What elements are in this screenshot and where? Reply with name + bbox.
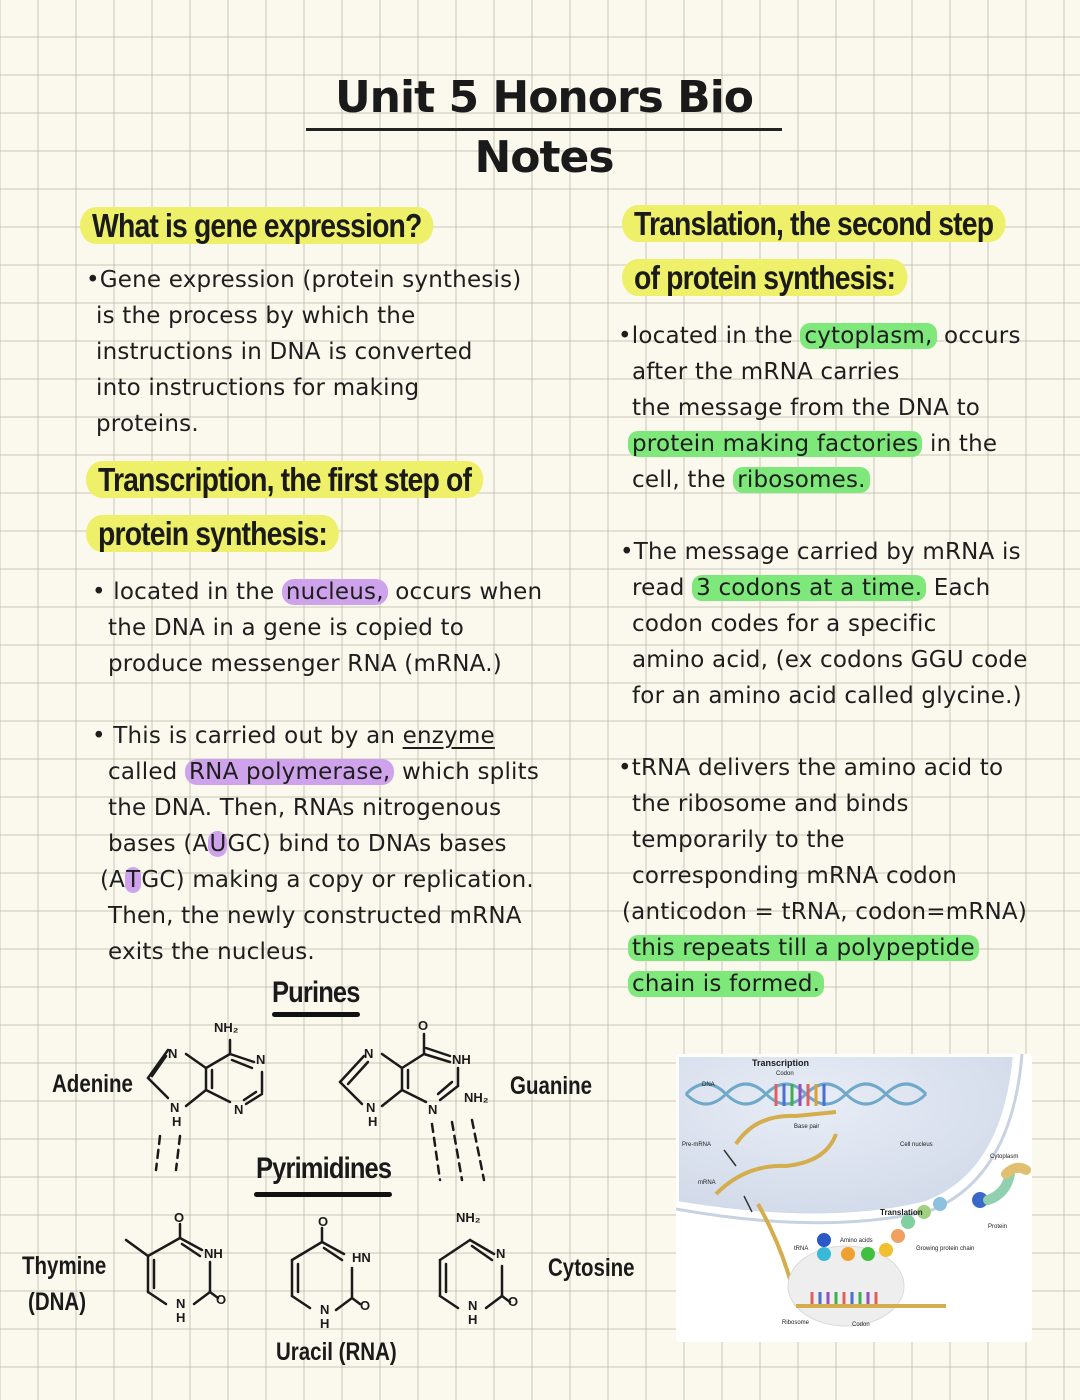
svg-text:O: O [508, 1294, 519, 1309]
translation-bullet-location: •located in the cytoplasm, occurs after the mRNA carries the message from the DNA to protein making factories in the cell, the ribosomes. [618, 323, 1021, 493]
svg-text:O: O [418, 1018, 429, 1033]
svg-text:H: H [320, 1316, 330, 1331]
diagram-label-dna: DNA [702, 1082, 715, 1088]
svg-text:N: N [256, 1052, 266, 1067]
svg-text:N: N [168, 1046, 178, 1061]
heading-transcription-line1: Transcription, the first step of [86, 458, 483, 502]
diagram-label-cytoplasm: Cytoplasm [990, 1154, 1019, 1160]
svg-text:H: H [172, 1114, 182, 1129]
pyrimidines-heading: Pyrimidines [256, 1152, 392, 1185]
svg-text:N: N [468, 1298, 478, 1313]
text-line: is the process by which the [96, 303, 416, 329]
diagram-label-growing-chain: Growing protein chain [916, 1246, 975, 1252]
heading-gene-expression [80, 204, 434, 248]
underlined-enzyme: enzyme [402, 723, 495, 749]
svg-text:HN: HN [352, 1250, 371, 1265]
svg-text:O: O [174, 1210, 185, 1225]
diagram-label-codon-top: Codon [776, 1071, 794, 1077]
purines-heading: Purines [272, 976, 360, 1009]
highlight-chain-formed: chain is formed. [628, 971, 824, 997]
highlight-cytoplasm: cytoplasm, [800, 323, 936, 349]
label-cytosine: Cytosine [548, 1254, 635, 1282]
diagram-label-base-pair: Base pair [794, 1124, 820, 1130]
svg-text:NH₂: NH₂ [464, 1090, 489, 1105]
svg-text:O: O [216, 1292, 227, 1307]
diagram-label-translation: Translation [880, 1208, 923, 1217]
diagram-label-protein: Protein [988, 1224, 1008, 1230]
diagram-label-cell-nucleus: Cell nucleus [900, 1142, 933, 1148]
heading-text: What is gene expression? [80, 207, 434, 244]
svg-text:N: N [176, 1296, 186, 1311]
diagram-label-amino-acids: Amino acids [840, 1238, 873, 1244]
diagram-label-trna: tRNA [794, 1246, 809, 1252]
svg-text:H: H [368, 1114, 378, 1129]
protein-synthesis-diagram [676, 1054, 1032, 1342]
svg-text:NH: NH [204, 1246, 223, 1261]
diagram-label-transcription: Transcription [752, 1058, 810, 1068]
svg-text:O: O [360, 1298, 371, 1313]
uracil-structure-icon [292, 1228, 360, 1310]
svg-text:N: N [320, 1302, 330, 1317]
svg-text:N: N [428, 1102, 438, 1117]
svg-text:NH₂: NH₂ [214, 1020, 239, 1035]
label-adenine: Adenine [52, 1070, 133, 1098]
highlight-rna-polymerase: RNA polymerase, [185, 759, 394, 785]
svg-text:NH₂: NH₂ [456, 1210, 481, 1225]
svg-text:N: N [496, 1246, 506, 1261]
svg-text:N: N [364, 1046, 374, 1061]
text-line: into instructions for making [96, 375, 420, 401]
text-line: proteins. [96, 411, 199, 437]
translation-bullet-codons: •The message carried by mRNA is read 3 codons at a time. Each codon codes for a specific amino acid, (ex codons GGU code for an amino acid called glycine.) [620, 539, 1028, 709]
label-uracil: Uracil (RNA) [276, 1338, 397, 1366]
svg-text:O: O [318, 1214, 329, 1229]
text-line: instructions in DNA is converted [96, 339, 473, 365]
highlight-protein-factories: protein making factories [628, 431, 922, 457]
diagram-illustration [676, 1054, 1032, 1342]
diagram-label-codon-bottom: Codon [852, 1322, 870, 1328]
heading-transcription-line2: protein synthesis: [86, 512, 339, 556]
diagram-label-ribosome: Ribosome [782, 1320, 810, 1326]
heading-translation-line2: of protein synthesis: [622, 256, 907, 300]
page-title: Unit 5 Honors Bio Notes [334, 72, 754, 183]
nucleobase-structures [0, 1010, 660, 1340]
thymine-structure-icon [126, 1224, 218, 1304]
highlight-thymine: T [126, 867, 141, 893]
highlight-nucleus: nucleus, [282, 579, 388, 605]
heading-translation-line1: Translation, the second step [622, 202, 1005, 246]
text-line: •Gene expression (protein synthesis) [86, 267, 522, 293]
highlight-uracil: U [209, 831, 227, 857]
label-thymine-dna: (DNA) [28, 1288, 87, 1316]
svg-text:N: N [170, 1100, 180, 1115]
highlight-polypeptide: this repeats till a polypeptide [628, 935, 979, 961]
label-guanine: Guanine [510, 1072, 593, 1100]
svg-text:NH: NH [452, 1052, 471, 1067]
diagram-label-mrna: mRNA [698, 1180, 716, 1186]
adenine-structure-icon [148, 1040, 262, 1170]
gene-expression-paragraph [86, 262, 521, 442]
translation-bullet-trna: •tRNA delivers the amino acid to the ribosome and binds temporarily to the corresponding mRNA codon (anticodon = tRNA, codon=mRNA) this repeats till a polypeptide chain is formed. [618, 755, 1028, 997]
highlight-3-codons: 3 codons at a time. [692, 575, 926, 601]
diagram-label-pre-mrna: Pre-mRNA [682, 1142, 712, 1148]
label-thymine: Thymine [22, 1252, 107, 1280]
cell-nucleus-shape [676, 1054, 1019, 1217]
transcription-bullet-location: • located in the nucleus, occurs when the DNA in a gene is copied to produce messenger RNA (mRNA.) [92, 579, 543, 677]
svg-text:N: N [366, 1100, 376, 1115]
svg-text:H: H [468, 1312, 478, 1327]
highlight-ribosomes: ribosomes. [733, 467, 869, 493]
svg-text:H: H [176, 1310, 186, 1325]
title-underline [306, 128, 782, 131]
svg-text:N: N [234, 1102, 244, 1117]
transcription-bullet-enzyme: • This is carried out by an enzyme called RNA polymerase, which splits the DNA. Then, RNAs nitrogenous bases (AUGC) bind to DNAs bases (ATGC) making a copy or replication. Then, the newly constructed mRNA exits the nucleus. [92, 723, 540, 965]
